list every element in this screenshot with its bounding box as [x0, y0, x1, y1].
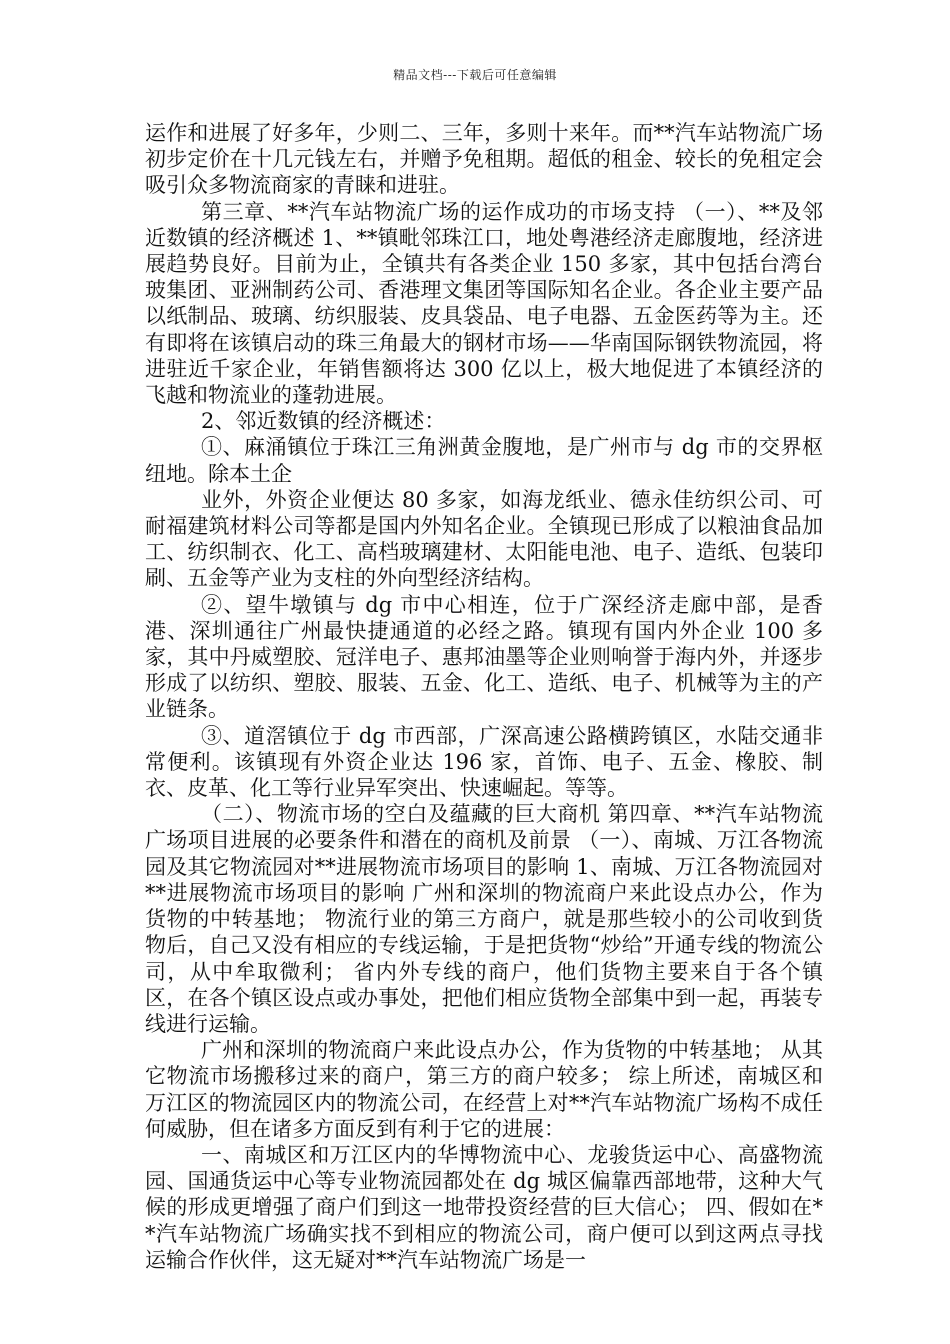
page-header: 精品文档---下载后可任意编辑 — [393, 68, 557, 82]
document-body — [145, 120, 823, 1273]
paragraph-9: 广州和深圳的物流商户来此设点办公，作为货物的中转基地； 从其它物流市场搬移过来的商户，第三方的商户较多； 综上所述，南城区和万江区的物流园区内的物流公司，在经营上对**汽车站物流广场构不成任何威胁，但在诸多方面反到有利于它的进展： — [145, 1038, 823, 1141]
paragraph-8: （二）、物流市场的空白及蕴藏的巨大商机 第四章、**汽车站物流广场项目进展的必要条件和潜在的商机及前景 （一）、南城、万江各物流园及其它物流园对**进展物流市场项目的影响 1、南城、万江各物流园对**进展物流市场项目的影响 广州和深圳的物流商户来此设点办公，作为货物的中转基地； 物流行业的第三方商户，就是那些较小的公司收到货物后，自己又没有相应的专线运输，于是把货物“炒给”开通专线的物流公司，从中牟取微利； 省内外专线的商户，他们货物主要来自于各个镇区，在各个镇区设点或办事处，把他们相应货物全部集中到一起，再装专线进行运输。 — [145, 802, 823, 1036]
paragraph-4: ①、麻涌镇位于珠江三角洲黄金腹地，是广州市与 dg 市的交界枢纽地。除本土企 — [145, 435, 823, 486]
paragraph-6: ②、望牛墩镇与 dg 市中心相连，位于广深经济走廊中部，是香港、深圳通往广州最快捷通道的必经之路。镇现有国内外企业 100 多家，其中丹威塑胶、冠洋电子、惠邦油墨等企业则响誉于海内外，并逐步形成了以纺织、塑胶、服装、五金、化工、造纸、电子、机械等为主的产业链条。 — [145, 592, 823, 722]
paragraph-3: 2、邻近数镇的经济概述： — [201, 409, 446, 434]
paragraph-1: 运作和进展了好多年，少则二、三年，多则十来年。而**汽车站物流广场初步定价在十几元钱左右，并赠予免租期。超低的租金、较长的免租定会吸引众多物流商家的青睐和进驻。 — [145, 121, 823, 198]
paragraph-5: 业外，外资企业便达 80 多家，如海龙纸业、德永佳纺织公司、可耐福建筑材料公司等都是国内外知名企业。全镇现已形成了以粮油食品加工、纺织制衣、化工、高档玻璃建材、太阳能电池、电子、造纸、包装印刷、五金等产业为支柱的外向型经济结构。 — [145, 487, 823, 591]
paragraph-7: ③、道滘镇位于 dg 市西部，广深高速公路横跨镇区，水陆交通非常便利。该镇现有外资企业达 196 家，首饰、电子、五金、橡胶、制衣、皮革、化工等行业异军突出、快速崛起。等等。 — [145, 723, 823, 801]
paragraph-10: 一、南城区和万江区内的华博物流中心、龙骏货运中心、高盛物流园、国通货运中心等专业物流园都处在 dg 城区偏靠西部地带，这种大气候的形成更增强了商户们到这一地带投资经营的巨大信心； 四、假如在**汽车站物流广场确实找不到相应的物流公司，商户便可以到这两点寻找运输合作伙伴，这无疑对**汽车站物流广场是一 — [145, 1142, 823, 1272]
paragraph-2: 第三章、**汽车站物流广场的运作成功的市场支持 （一）、**及邻近数镇的经济概述 1、**镇毗邻珠江口，地处粤港经济走廊腹地，经济进展趋势良好。目前为止，全镇共有各类企业 150 多家，其中包括台湾台玻集团、亚洲制药公司、香港理文集团等国际知名企业。各企业主要产品以纸制品、玻璃、纺织服装、皮具袋品、电子电器、五金医药等为主。还有即将在该镇启动的珠三角最大的钢材市场——华南国际钢铁物流园，将进驻近千家企业，年销售额将达 300 亿以上，极大地促进了本镇经济的飞越和物流业的蓬勃进展。 — [145, 199, 823, 408]
